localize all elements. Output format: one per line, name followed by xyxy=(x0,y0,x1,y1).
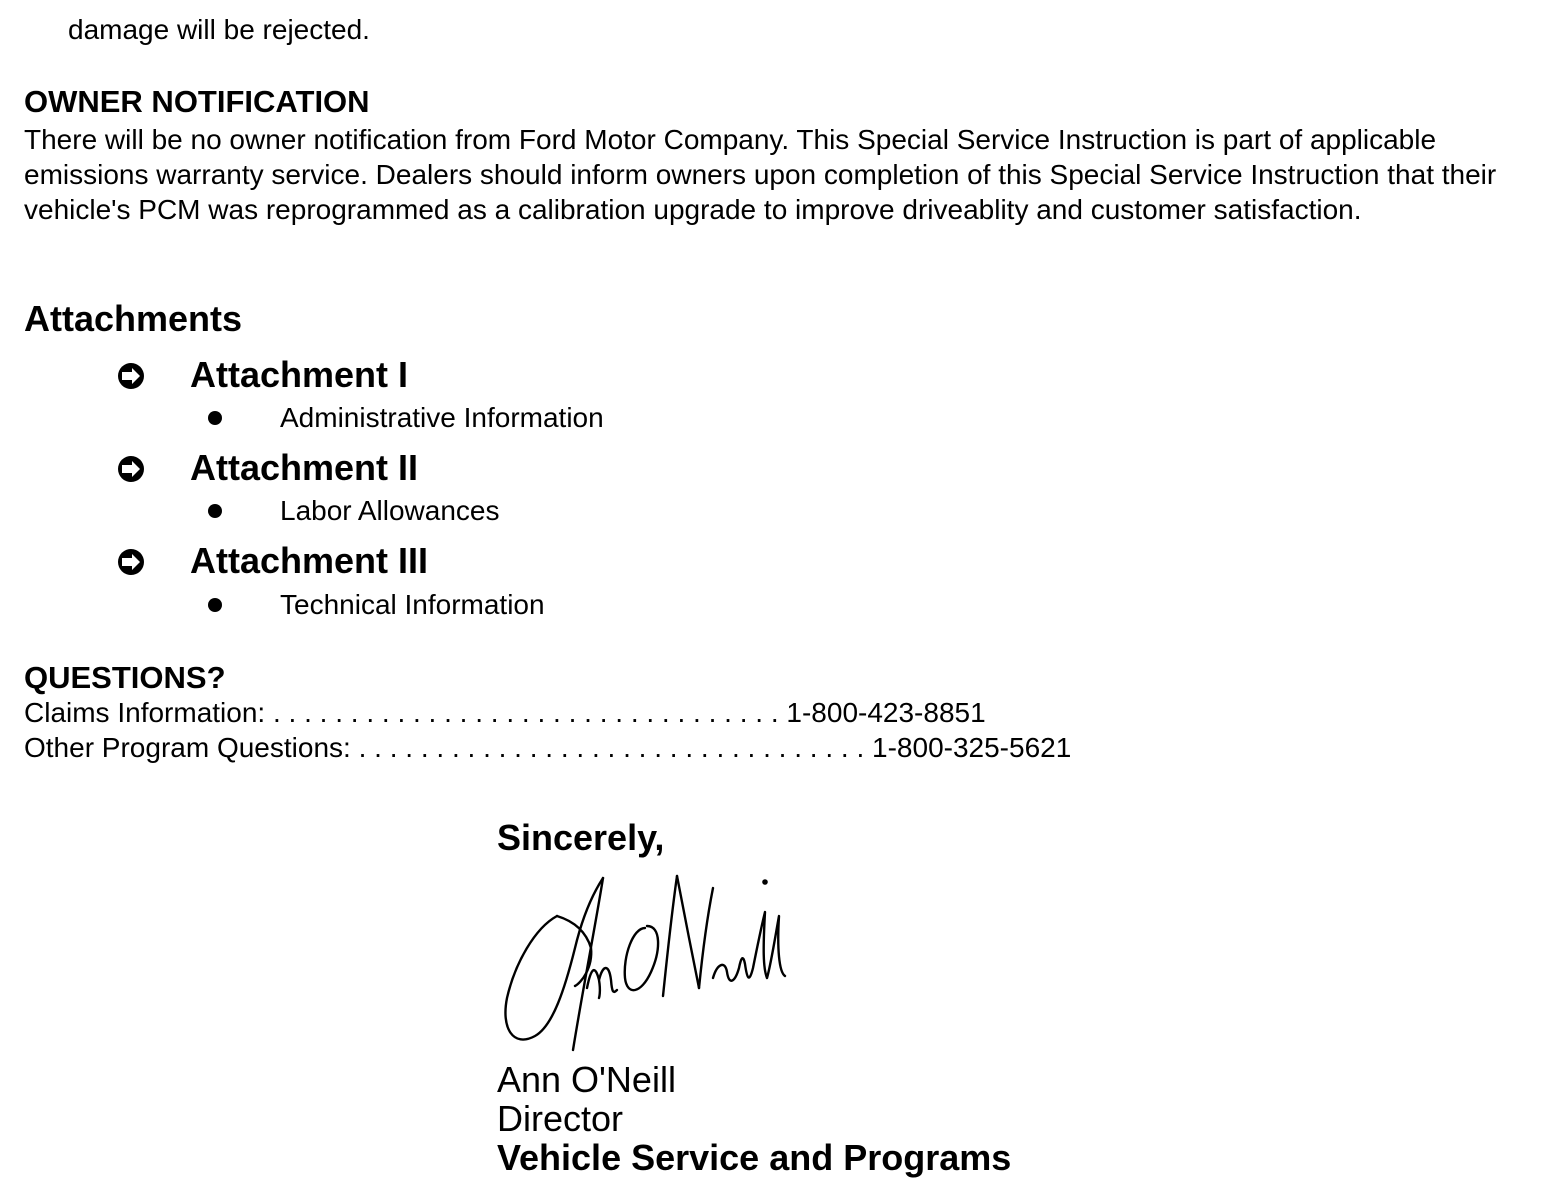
signer-title: Director xyxy=(497,1098,624,1139)
contact-phone: 1-800-423-8851 xyxy=(786,697,986,728)
questions-heading: QUESTIONS? xyxy=(24,660,226,695)
signer-name: Ann O'Neill xyxy=(497,1059,676,1100)
contact-label: Other Program Questions: xyxy=(24,732,351,763)
arrow-right-circle-icon xyxy=(116,547,146,577)
contact-label: Claims Information: xyxy=(24,697,266,728)
salutation: Sincerely, xyxy=(497,817,665,858)
attachment-title: Attachment II xyxy=(190,447,419,488)
attachment-title: Attachment I xyxy=(190,354,409,395)
attachment-detail: Technical Information xyxy=(280,589,545,620)
dot-leader: . . . . . . . . . . . . . . . . . . . . . . . . . . . . . . . . . xyxy=(358,732,865,763)
bullet-icon xyxy=(208,504,222,518)
dot-leader: . . . . . . . . . . . . . . . . . . . . . . . . . . . . . . . . . xyxy=(272,697,779,728)
arrow-right-circle-icon xyxy=(116,454,146,484)
bullet-icon xyxy=(208,411,222,425)
attachment-title: Attachment III xyxy=(190,540,429,581)
arrow-right-circle-icon xyxy=(116,361,146,391)
contact-line xyxy=(24,732,1071,764)
contact-line xyxy=(24,697,986,729)
attachments-heading: Attachments xyxy=(24,298,243,339)
owner-notification-heading: OWNER NOTIFICATION xyxy=(24,84,370,119)
signer-department: Vehicle Service and Programs xyxy=(497,1137,1012,1178)
attachment-detail: Labor Allowances xyxy=(280,495,500,526)
contact-phone: 1-800-325-5621 xyxy=(872,732,1072,763)
intro-continuation: damage will be rejected. xyxy=(68,14,370,45)
owner-notification-body: There will be no owner notification from Ford Motor Company. This Special Service Instruction is part of applicable emissions warranty service. Dealers should inform owners upon completion of this Special Service Instruction that their vehicle's PCM was reprogrammed as a calibration upgrade to improve driveablity and customer satisfaction. xyxy=(24,124,1497,225)
signature-image xyxy=(495,868,805,1058)
attachment-detail: Administrative Information xyxy=(280,402,604,433)
bullet-icon xyxy=(208,598,222,612)
